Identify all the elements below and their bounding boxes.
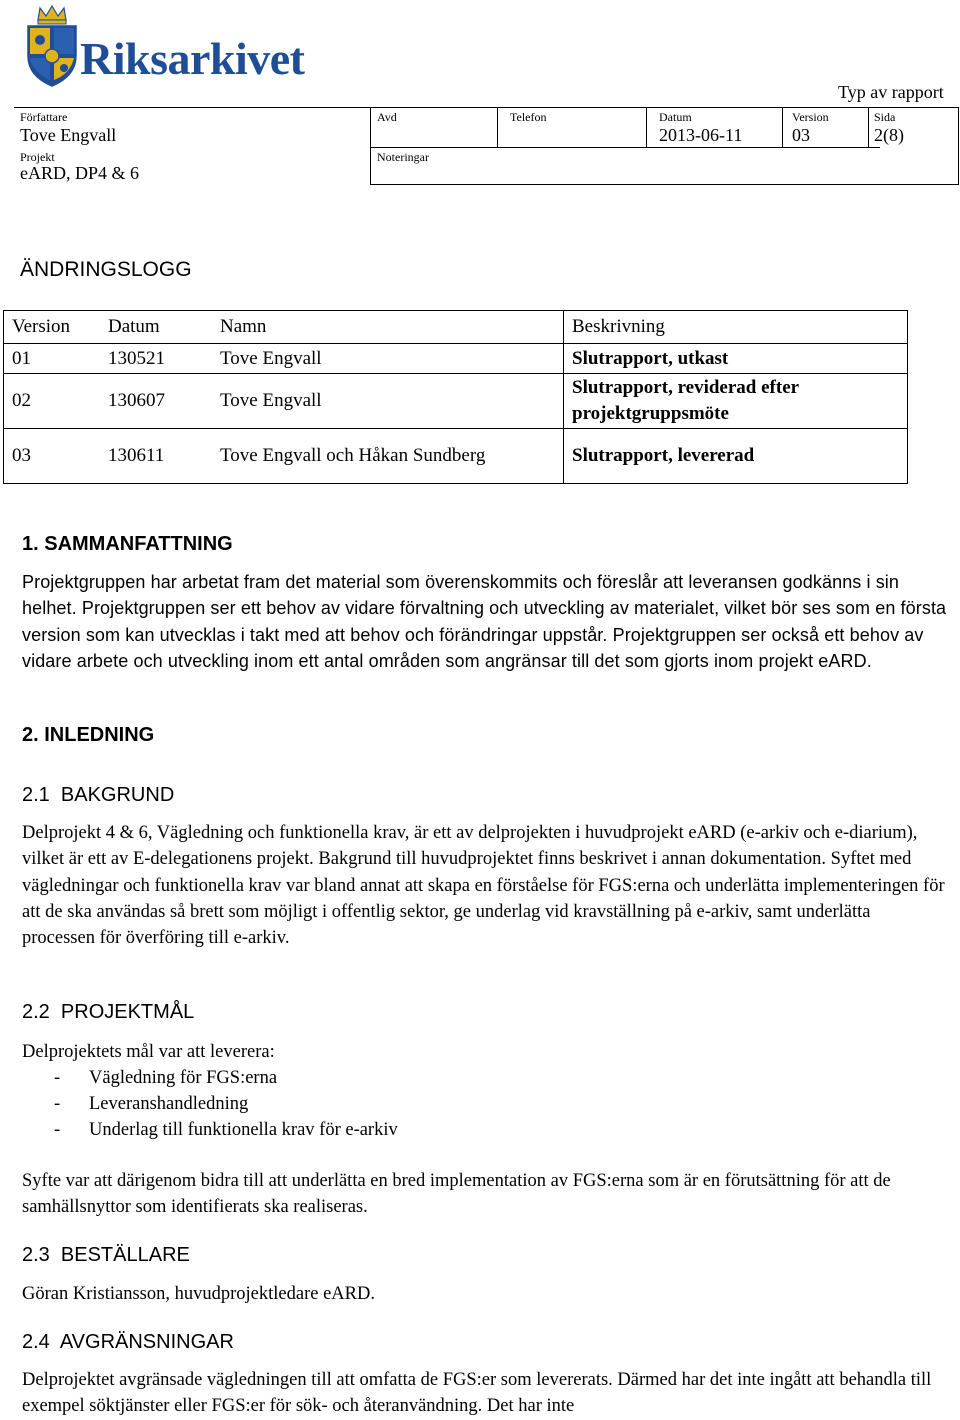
logo-wordmark: Riksarkivet <box>80 33 305 84</box>
table-header-row <box>4 311 908 344</box>
row-description: Slutrapport, reviderad efter projektgruppsmöte <box>564 374 908 429</box>
section-2-2-text: Syfte var att därigenom bidra till att underlätta en bred implementation av FGS:erna som är en förutsättning för att de samhällsnyttor som identifierats ska realiseras. <box>22 1171 891 1218</box>
goals-list <box>22 1065 398 1143</box>
row-description: Slutrapport, levererad <box>564 429 908 484</box>
section-2-1-heading: 2.1 BAKGRUND <box>22 784 175 806</box>
section-2-4-heading: 2.4 AVGRÄNSNINGAR <box>22 1331 234 1353</box>
section-1-heading: 1. SAMMANFATTNING <box>22 533 233 555</box>
col-version: Version <box>4 311 101 344</box>
phone-label: Telefon <box>510 110 547 124</box>
project-value: eARD, DP4 & 6 <box>20 163 140 183</box>
section-2-1-text: Delprojekt 4 & 6, Vägledning och funktionella krav, är ett av delprojekten i huvudprojekt eARD (e-arkiv och e-diarium), vilket är ett av E-delegationens projekt. Bakgrund till huvudprojektet finns beskrivet i annan dokumentation. Syftet med vägledningar och funktionella krav var bland annat att skapa en förståelse för FGS:erna och underlätta implementeringen för att de ska användas så brett som möjligt i offentlig sektor, ge underlag vid kravställning på e-arkiv, samt underlätta processen för överföring till e-arkiv. <box>22 823 945 949</box>
report-type: Typ av rapport <box>838 82 944 102</box>
row-date: 130607 <box>100 374 212 429</box>
author-label: Författare <box>20 110 68 124</box>
col-description: Beskrivning <box>564 311 908 344</box>
row-version: 03 <box>4 429 101 484</box>
page-value: 2(8) <box>874 125 904 145</box>
notes-label: Noteringar <box>377 150 429 164</box>
section-1-text: Projektgruppen har arbetat fram det material som överenskommits och föreslår att leveransen godkänns i sin helhet. Projektgruppen ser ett behov av vidare förvaltning och utveckling av materialet, vilket bör ses som en första version som kan utvecklas i takt med att behov och förändringar uppstår. Projektgruppen ser också ett behov av vidare arbete och utveckling inom ett antal områden som angränsar till det som gjorts inom projekt eARD. <box>22 572 947 671</box>
list-item: - Vägledning för FGS:erna <box>54 1068 278 1088</box>
author-value: Tove Engvall <box>20 125 117 145</box>
project-label: Projekt <box>20 150 55 164</box>
col-date: Datum <box>100 311 212 344</box>
document-header <box>14 107 959 185</box>
table-row <box>4 344 908 374</box>
section-2-heading: 2. INLEDNING <box>22 724 155 746</box>
list-item: - Leveranshandledning <box>54 1094 249 1114</box>
row-version: 02 <box>4 374 101 429</box>
crest-icon <box>20 4 84 90</box>
version-label: Version <box>792 110 829 124</box>
row-name: Tove Engvall <box>212 344 564 374</box>
section-2-3-heading: 2.3 BESTÄLLARE <box>22 1244 190 1266</box>
row-name: Tove Engvall och Håkan Sundberg <box>212 429 564 484</box>
riksarkivet-logo <box>20 4 320 90</box>
table-row <box>4 374 908 429</box>
row-name: Tove Engvall <box>212 374 564 429</box>
date-value: 2013-06-11 <box>659 125 743 145</box>
section-2-4-text: Delprojektet avgränsade vägledningen till att omfatta de FGS:er som levererats. Därmed har det inte ingått att behandla till exempel söktjänster eller FGS:er för sök- och återanvändning. Det har inte <box>22 1370 932 1417</box>
changelog-table <box>3 310 908 484</box>
version-value: 03 <box>792 125 810 145</box>
section-2-2-heading: 2.2 PROJEKTMÅL <box>22 1001 195 1023</box>
page-label: Sida <box>874 110 896 124</box>
date-label: Datum <box>659 110 692 124</box>
row-date: 130521 <box>100 344 212 374</box>
section-2-2-intro: Delprojektets mål var att leverera: <box>22 1042 275 1062</box>
row-date: 130611 <box>100 429 212 484</box>
section-2-3-text: Göran Kristiansson, huvudprojektledare eARD. <box>22 1284 375 1304</box>
row-description: Slutrapport, utkast <box>564 344 908 374</box>
changelog-title: ÄNDRINGSLOGG <box>20 258 192 281</box>
list-item: - Underlag till funktionella krav för e-arkiv <box>54 1120 398 1140</box>
dept-label: Avd <box>377 110 397 124</box>
table-row <box>4 429 908 484</box>
col-name: Namn <box>212 311 564 344</box>
row-version: 01 <box>4 344 101 374</box>
